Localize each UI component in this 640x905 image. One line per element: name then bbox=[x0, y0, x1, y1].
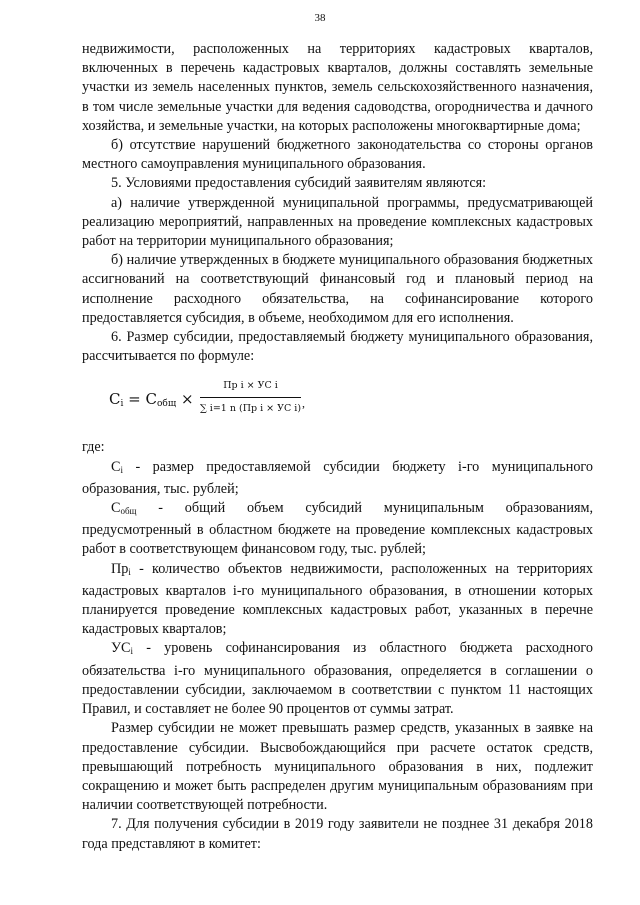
formula-left-side bbox=[109, 390, 194, 414]
paragraph-section-6-formula-intro: 6. Размер субсидии, предоставляемый бюджету муниципального образования, рассчитывается по формуле: bbox=[82, 329, 593, 365]
formula-fraction bbox=[200, 376, 301, 417]
definition-us-i bbox=[82, 639, 593, 719]
formula-numerator: Пр i × УС i bbox=[200, 376, 301, 397]
definition-subscript: i bbox=[128, 566, 131, 577]
formula-times: × bbox=[181, 390, 194, 409]
formula-equals: = bbox=[128, 390, 141, 409]
document-body bbox=[82, 40, 593, 854]
definition-symbol: УС bbox=[111, 640, 131, 657]
definition-text: - уровень софинансирования из областного бюджета расходного обязательства i-го муниципального образования, определяется в соглашении о предоставлении субсидии, заключаемом в соответствии с пунктом 11 настоящих Правил, и составляет не более 90 процентов от суммы затрат. bbox=[82, 640, 593, 718]
paragraph-where-label: где: bbox=[82, 439, 105, 456]
definition-ci bbox=[82, 458, 593, 499]
paragraph-subsidy-limit: Размер субсидии не может превышать размер средств, указанных в заявке на предоставление субсидии. Высвобождающийся при расчете остаток средств, превышающий потребность муниципального образования в них, подлежит сокращению и может быть распределен другим муниципальным образованиям при наличии соответствующей потребности. bbox=[82, 720, 593, 814]
paragraph-condition-b-budget-law: б) отсутствие нарушений бюджетного законодательства со стороны органов местного самоуправления муниципального образования. bbox=[82, 137, 593, 173]
formula-total-symbol: С bbox=[145, 390, 157, 409]
formula-ci-symbol: С bbox=[109, 390, 121, 409]
formula-total-subscript: общ bbox=[157, 399, 177, 410]
paragraph-condition-b-allocations: б) наличие утвержденных в бюджете муниципального образования бюджетных ассигнований на соответствующий финансовый год и плановый период на исполнение расходного обязательства, на софинансирование которого предоставляется субсидия, в объеме, необходимом для его исполнения. bbox=[82, 252, 593, 326]
definition-subscript: i bbox=[130, 646, 134, 657]
definition-text: - количество объектов недвижимости, расположенных на территориях кадастровых кварталов i-го муниципального образования, в отношении которых планируется проведение комплексных кадастровых работ, указанных в перечне кадастровых кварталов; bbox=[82, 560, 593, 638]
paragraph-section-5-heading: 5. Условиями предоставления субсидий заявителям являются: bbox=[111, 175, 487, 192]
paragraph-section-7: 7. Для получения субсидии в 2019 году заявители не позднее 31 декабря 2018 года представляют в комитет: bbox=[82, 816, 593, 852]
formula-trailing-comma: , bbox=[302, 396, 305, 411]
definition-subscript: общ bbox=[120, 506, 137, 517]
paragraph-land-plots: недвижимости, расположенных на территориях кадастровых кварталов, включенных в перечень кадастровых кварталов, должны составлять земельные участки из земель населенных пунктов, земель сельскохозяйственного назначения, в том числе земельные участки для ведения садоводства, огородничества и дачного хозяйства, и земельные участки, на которых расположены многоквартирные дома; bbox=[82, 41, 593, 134]
definition-symbol: С bbox=[111, 458, 121, 475]
subsidy-formula bbox=[82, 372, 593, 430]
definition-text: - размер предоставляемой субсидии бюджету i-го муниципального образования, тыс. рублей; bbox=[82, 458, 593, 497]
definition-pr-i bbox=[82, 560, 593, 640]
definition-text: - общий объем субсидий муниципальным образованиям, предусмотренный в областном бюджете на проведение комплексных кадастровых работ в соответствующем финансовом году, тыс. рублей; bbox=[82, 500, 593, 558]
formula-denominator: ∑ i=1 n (Пр i × УС i) bbox=[200, 402, 302, 414]
definition-symbol: С bbox=[111, 500, 121, 517]
formula-ci-subscript: i bbox=[120, 399, 124, 410]
definition-c-total bbox=[82, 499, 593, 560]
definition-subscript: i bbox=[120, 464, 123, 475]
paragraph-condition-a-program: а) наличие утвержденной муниципальной программы, предусматривающей реализацию мероприятий, направленных на проведение комплексных кадастровых работ на территории муниципального образования; bbox=[82, 194, 593, 250]
definition-symbol: Пр bbox=[111, 560, 129, 577]
page-number: 38 bbox=[314, 12, 326, 24]
